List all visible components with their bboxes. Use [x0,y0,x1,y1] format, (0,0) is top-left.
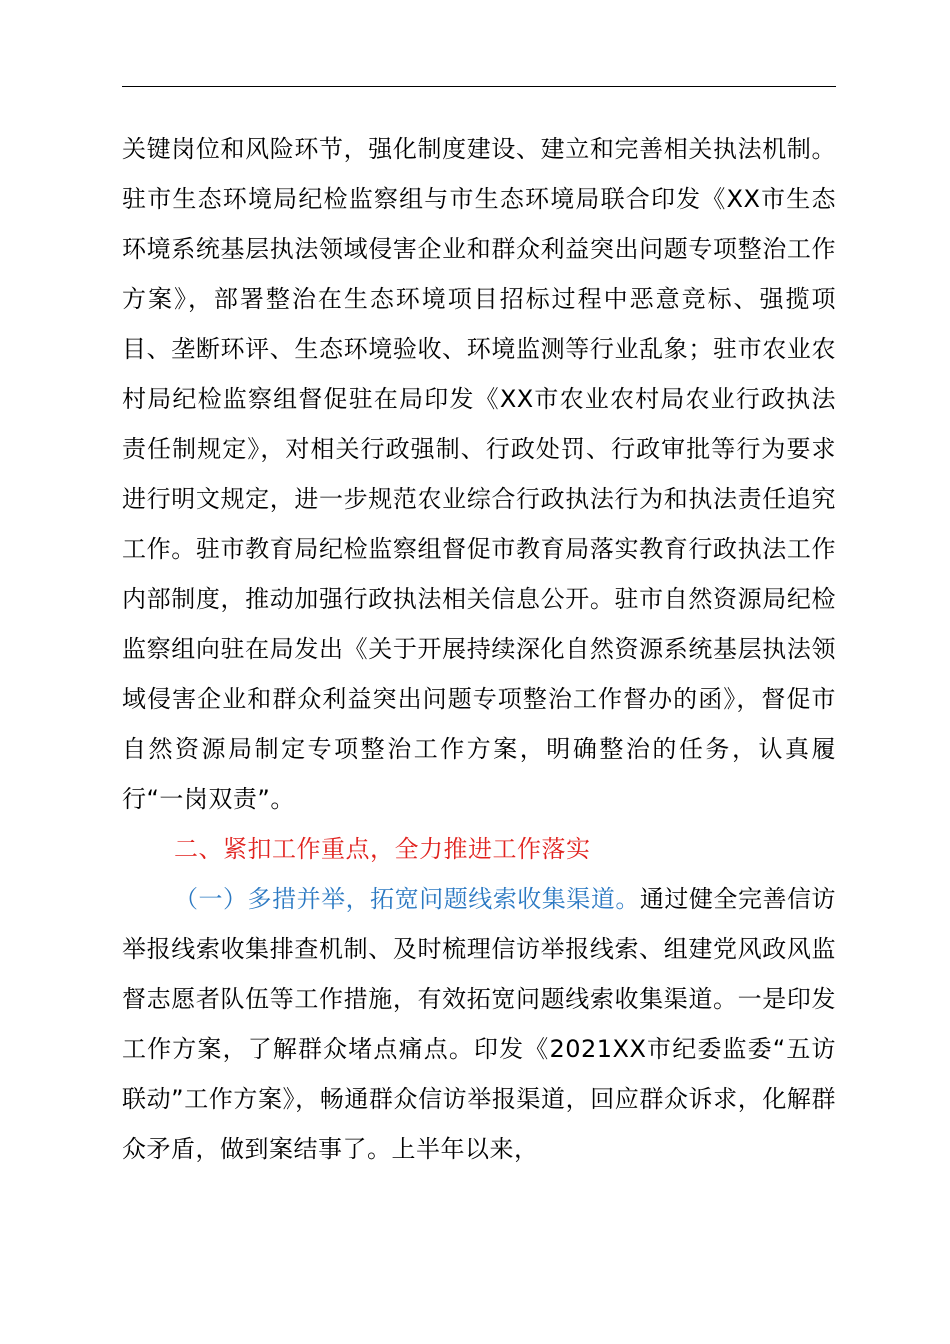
paragraph-2 [122,874,836,1174]
paragraph-2-body: 通过健全完善信访举报线索收集排查机制、及时梳理信访举报线索、组建党风政风监督志愿者队伍等工作措施，有效拓宽问题线索收集渠道。一是印发工作方案，了解群众堵点痛点。印发《2021XX市纪委监委“五访联动”工作方案》，畅通群众信访举报渠道，回应群众诉求，化解群众矛盾，做到案结事了。上半年以来， [122,885,837,1163]
header-rule [122,86,836,87]
paragraph-1: 关键岗位和风险环节，强化制度建设、建立和完善相关执法机制。驻市生态环境局纪检监察组与市生态环境局联合印发《XX市生态环境系统基层执法领域侵害企业和群众利益突出问题专项整治工作方案》，部署整治在生态环境项目招标过程中恶意竞标、强揽项目、垄断环评、生态环境验收、环境监测等行业乱象；驻市农业农村局纪检监察组督促驻在局印发《XX市农业农村局农业行政执法责任制规定》，对相关行政强制、行政处罚、行政审批等行为要求进行明文规定，进一步规范农业综合行政执法行为和执法责任追究工作。驻市教育局纪检监察组督促市教育局落实教育行政执法工作内部制度，推动加强行政执法相关信息公开。驻市自然资源局纪检监察组向驻在局发出《关于开展持续深化自然资源系统基层执法领域侵害企业和群众利益突出问题专项整治工作督办的函》，督促市自然资源局制定专项整治工作方案，明确整治的任务，认真履行“一岗双责”。 [122,135,836,813]
subsection-lead-1: （一）多措并举，拓宽问题线索收集渠道。 [174,885,640,913]
document-body [122,124,836,1174]
section-heading-2: 二、紧扣工作重点，全力推进工作落实 [174,835,591,863]
